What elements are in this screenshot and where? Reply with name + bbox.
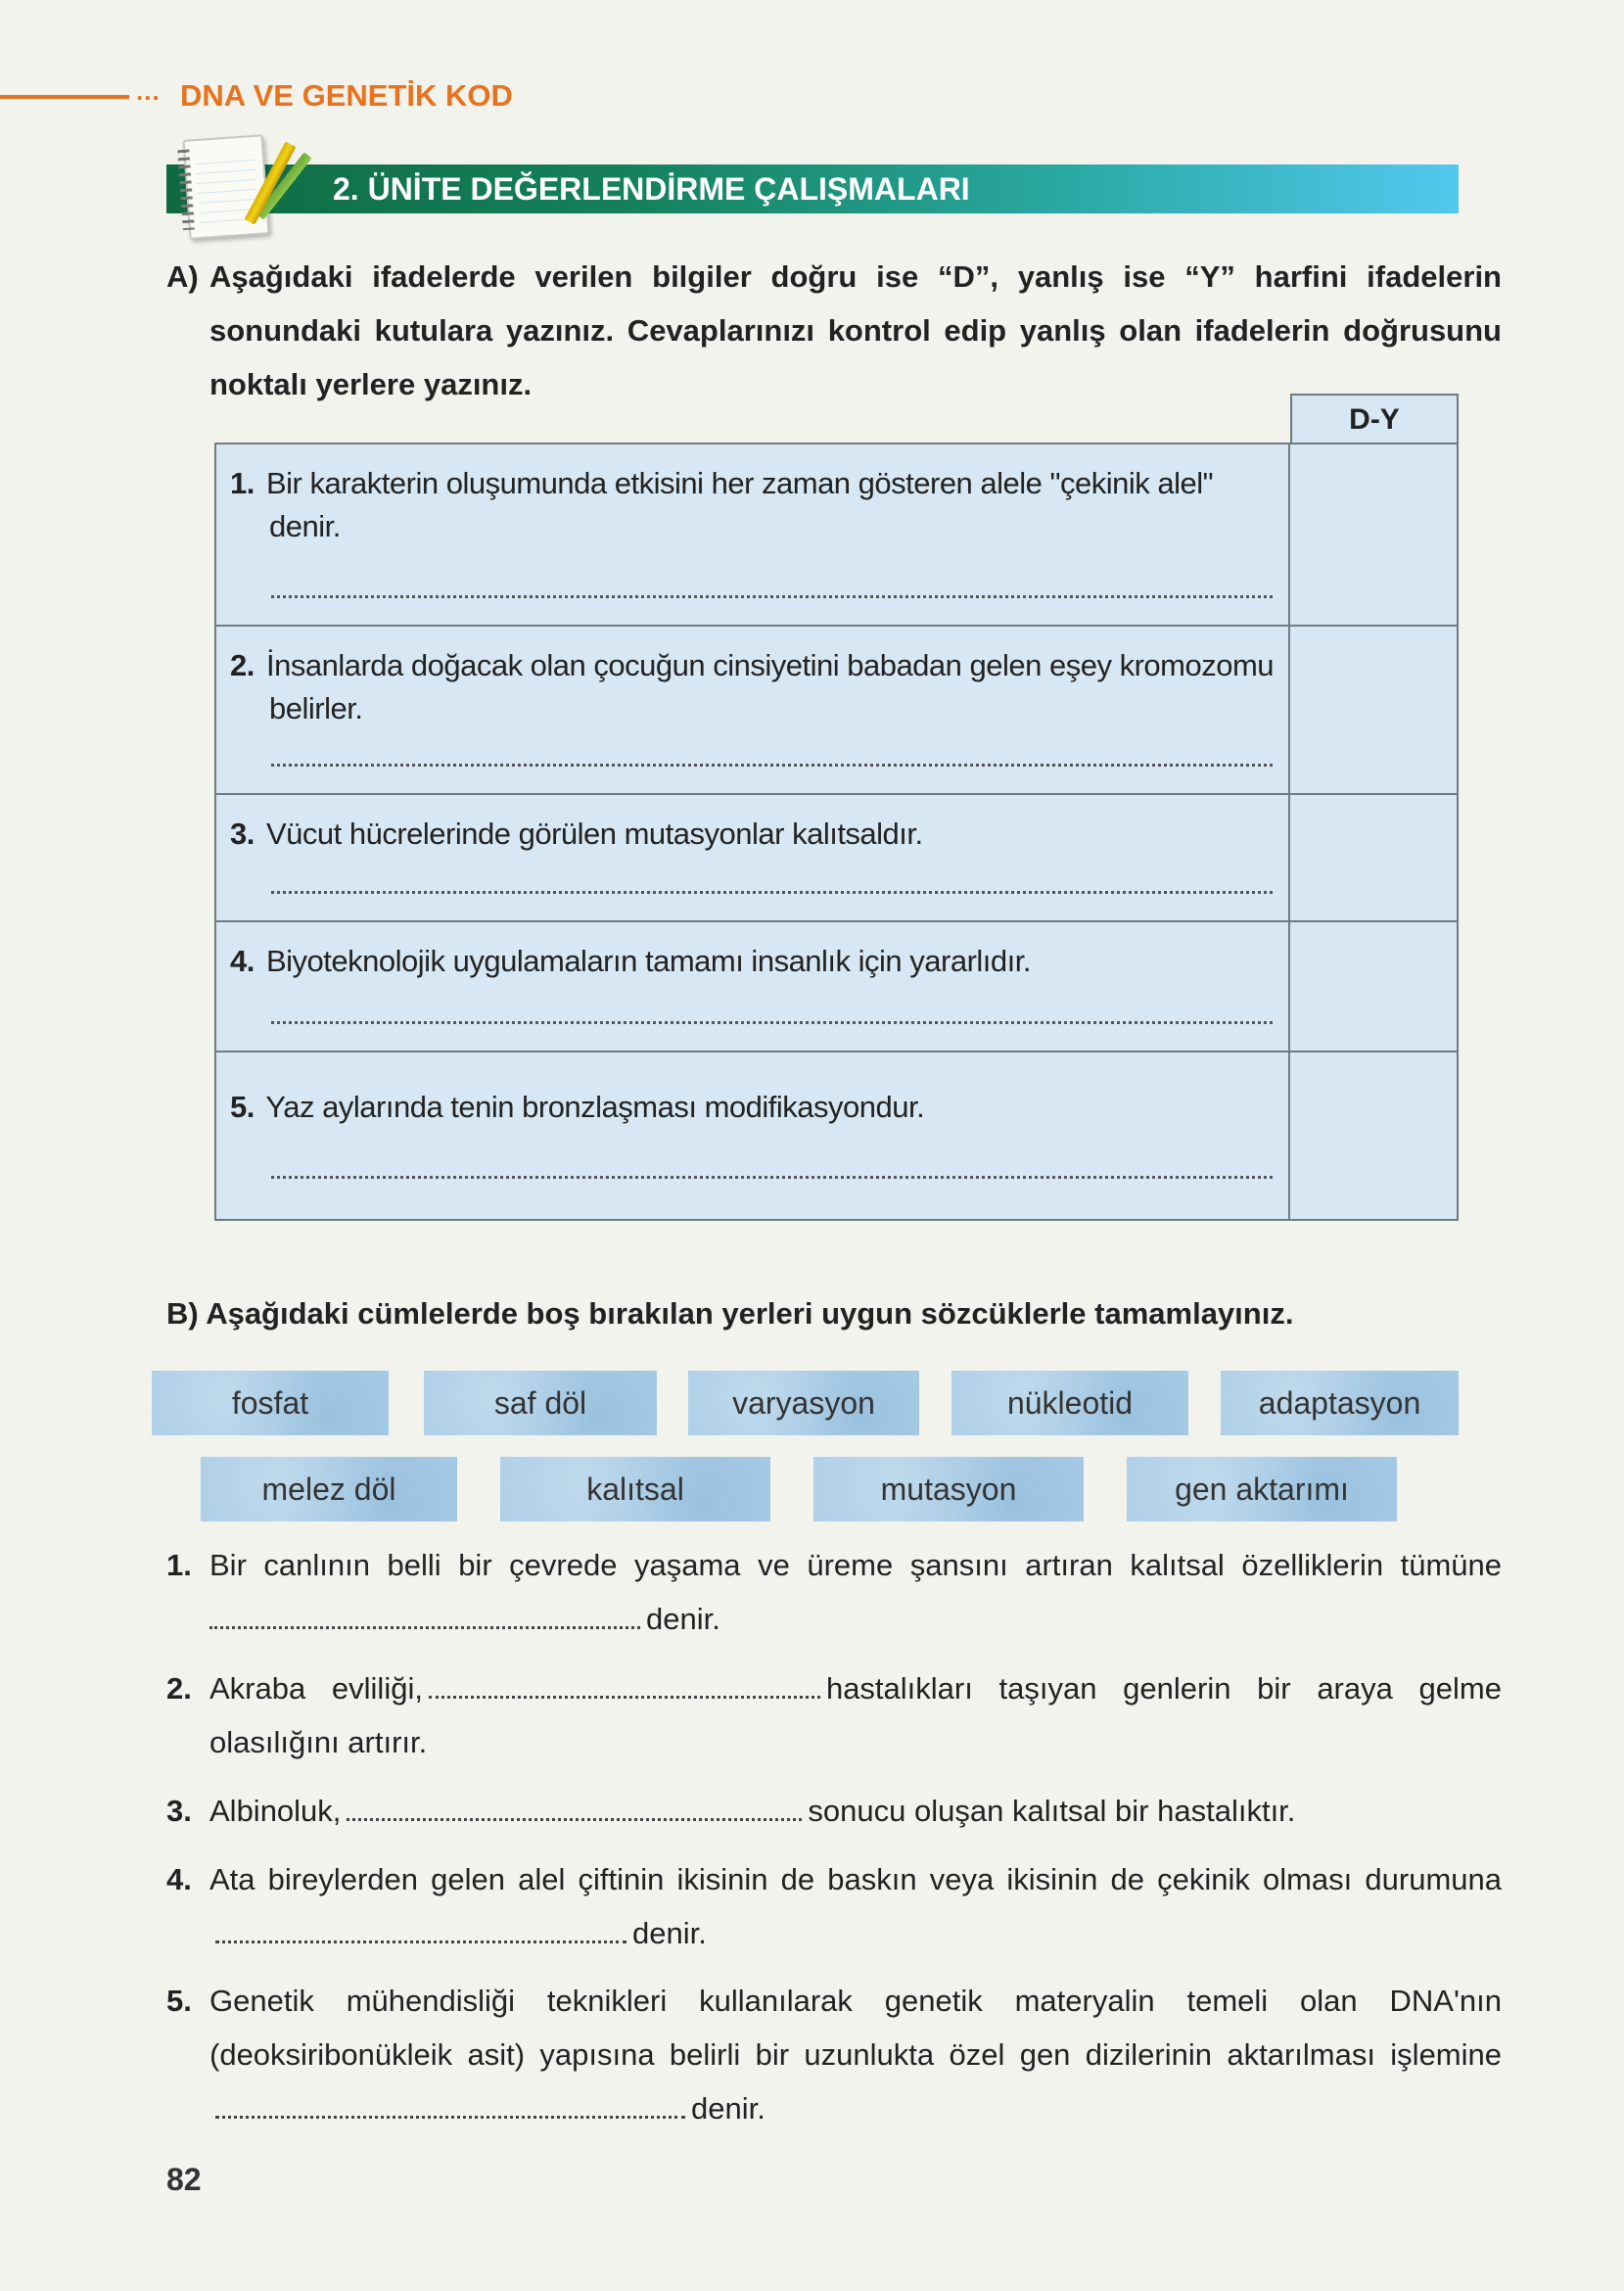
statement: 1. Bir karakterin oluşumunda etkisini her zaman gösteren alele "çekinik alel" denir.	[230, 466, 1214, 543]
table-row	[216, 793, 1457, 920]
answer-column-header: D-Y	[1290, 394, 1459, 443]
correction-line[interactable]	[271, 595, 1273, 598]
fill-item: 3. Albinoluk, sonucu oluşan kalıtsal bir hastalıktır.	[166, 1794, 1296, 1828]
statement: 3. Vücut hücrelerinde görülen mutasyonlar kalıtsaldır.	[230, 817, 923, 851]
section-a-label: A)	[166, 259, 199, 294]
statement: 5. Yaz aylarında tenin bronzlaşması modifikasyondur.	[230, 1090, 925, 1124]
table-row	[216, 920, 1457, 1051]
header-dots: ...	[136, 76, 161, 106]
section-banner	[166, 164, 1459, 213]
blank-field[interactable]	[347, 1797, 802, 1821]
correction-line[interactable]	[271, 764, 1273, 767]
fill-item: 1. Bir canlının belli bir çevrede yaşama ve üreme şansını artıran kalıtsal özelliklerin tümünedenir.	[166, 1548, 1502, 1636]
word-chip: mutasyon	[813, 1457, 1084, 1521]
fill-item: 5. Genetik mühendisliği teknikleri kullanılarak genetik materyalin temeli olan DNA'nın (deoksiribonükleik asit) yapısına belirli bir uzunlukta özel gen dizilerinin aktarılması işleminedenir.	[166, 1984, 1502, 2126]
section-b-text: Aşağıdaki cümlelerde boş bırakılan yerleri uygun sözcüklerle tamamlayınız.	[206, 1296, 1294, 1331]
section-b-label: B)	[166, 1296, 199, 1331]
table-row	[216, 444, 1457, 625]
answer-box[interactable]	[1290, 922, 1457, 1051]
notebook-rings	[177, 150, 195, 231]
chapter-title: DNA VE GENETİK KOD	[180, 78, 513, 113]
word-chip: melez döl	[201, 1457, 457, 1521]
blank-field[interactable]	[209, 1605, 640, 1629]
blank-field[interactable]	[215, 1919, 626, 1943]
blank-field[interactable]	[429, 1674, 820, 1699]
correction-line[interactable]	[271, 1176, 1273, 1179]
section-b-instruction	[166, 1290, 1293, 1337]
answer-box[interactable]	[1290, 1052, 1457, 1219]
page-number: 82	[166, 2162, 202, 2197]
answer-box[interactable]	[1290, 627, 1457, 793]
banner-title: 2. ÜNİTE DEĞERLENDİRME ÇALIŞMALARI	[333, 171, 970, 207]
table-row	[216, 625, 1457, 793]
notebook-icon	[183, 134, 270, 239]
blank-field[interactable]	[215, 2094, 685, 2119]
true-false-table	[214, 443, 1459, 1221]
word-chip: gen aktarımı	[1127, 1457, 1397, 1521]
table-row	[216, 1051, 1457, 1219]
fill-item: 2. Akraba evliliği, hastalıkları taşıyan genlerin bir araya gelme olasılığını artırır.	[166, 1671, 1502, 1759]
word-chip: kalıtsal	[500, 1457, 770, 1521]
statement: 2. İnsanlarda doğacak olan çocuğun cinsiyetini babadan gelen eşey kromozomu belirler.	[230, 648, 1275, 725]
section-a-text: Aşağıdaki ifadelerde verilen bilgiler doğru ise “D”, yanlış ise “Y” harfini ifadelerin sonundaki kutulara yazınız. Cevaplarınızı kontrol edip yanlış olan ifadelerin doğrusunu noktalı yerlere yazınız.	[209, 259, 1502, 401]
word-chip: varyasyon	[688, 1371, 919, 1435]
correction-line[interactable]	[271, 1021, 1273, 1024]
word-chip: nükleotid	[951, 1371, 1188, 1435]
statement: 4. Biyoteknolojik uygulamaların tamamı insanlık için yararlıdır.	[230, 944, 1031, 978]
word-chip: adaptasyon	[1221, 1371, 1459, 1435]
correction-line[interactable]	[271, 891, 1273, 894]
section-a-instruction	[166, 250, 1502, 411]
fill-item: 4. Ata bireylerden gelen alel çiftinin ikisinin de baskın veya ikisinin de çekinik olması durumunadenir.	[166, 1862, 1502, 1950]
answer-box[interactable]	[1290, 444, 1457, 625]
word-chip: fosfat	[152, 1371, 389, 1435]
answer-box[interactable]	[1290, 795, 1457, 920]
header-rule	[0, 95, 129, 99]
word-chip: saf döl	[424, 1371, 657, 1435]
